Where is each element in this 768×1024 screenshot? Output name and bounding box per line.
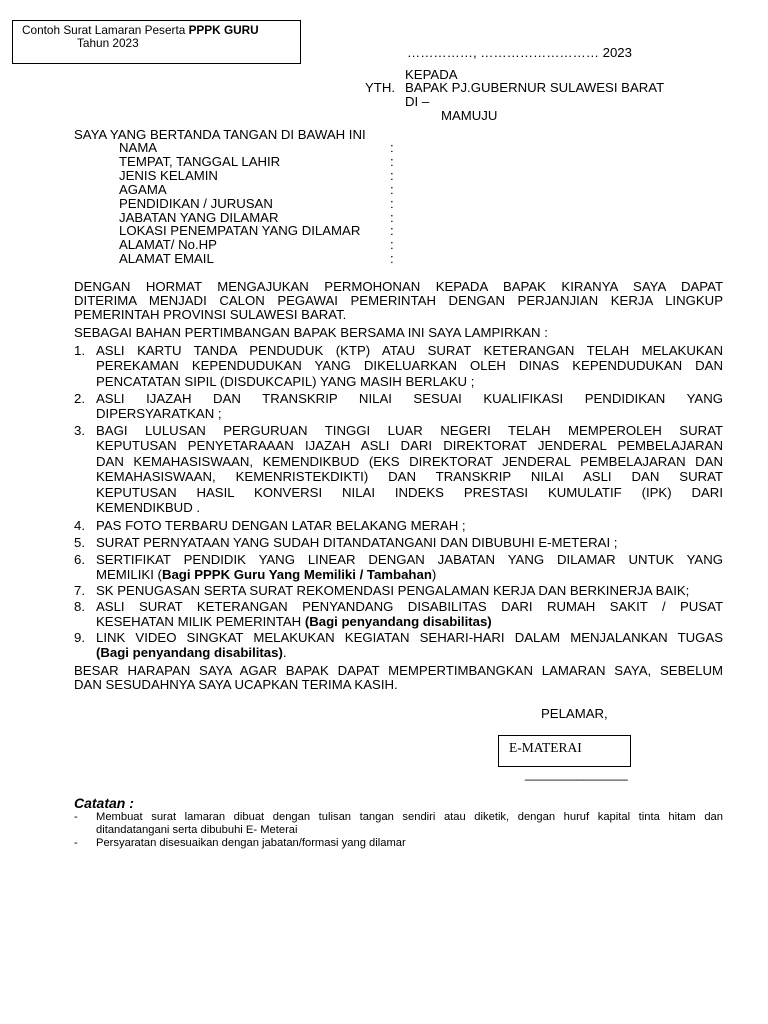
list-item-line: SK PENUGASAN SERTA SURAT REKOMENDASI PENGALAMAN KERJA DAN BERKINERJA BAIK; bbox=[96, 583, 690, 598]
list-item-text-suffix: ) bbox=[431, 567, 437, 583]
list-item-line: DIPERSYARATKAN ; bbox=[96, 406, 222, 422]
recipient-di: DI – bbox=[405, 94, 430, 109]
form-field-colon: : bbox=[390, 209, 394, 225]
list-item-line-with-note bbox=[96, 568, 723, 582]
list-item-line: BAGI LULUSAN PERGURUAN TINGGI LUAR NEGERI TELAH MEMPEROLEH SURAT bbox=[96, 423, 723, 438]
header-box bbox=[12, 20, 301, 64]
form-field-colon: : bbox=[390, 195, 394, 211]
e-materai-label: E-MATERAI bbox=[509, 740, 582, 755]
list-item-bold-note: Bagi PPPK Guru Yang Memiliki / Tambahan bbox=[161, 567, 432, 583]
note-1-line-1: Membuat surat lamaran dibuat dengan tulisan tangan sendiri atau diketik, dengan huruf kapital tinta hitam dan bbox=[96, 811, 723, 823]
list-item-line: ASLI IJAZAH DAN TRANSKRIP NILAI SESUAI KUALIFIKASI PENDIDIKAN YANG bbox=[96, 391, 723, 406]
signature-line: ______________ bbox=[525, 766, 628, 781]
list-item-number: 5. bbox=[74, 535, 85, 550]
paragraph-line-2: DITERIMA MENJADI CALON PEGAWAI PEMERINTAH DENGAN PERJANJIAN KERJA LINGKUP bbox=[74, 293, 723, 308]
list-item-bold-note: (Bagi penyandang disabilitas) bbox=[96, 645, 283, 661]
form-field-label: ALAMAT EMAIL bbox=[119, 251, 214, 267]
form-field-label: JENIS KELAMIN bbox=[119, 167, 218, 183]
list-item-number: 8. bbox=[74, 599, 85, 614]
form-field-colon: : bbox=[390, 153, 394, 169]
list-item-line: ASLI SURAT KETERANGAN PENYANDANG DISABILITAS DARI RUMAH SAKIT / PUSAT bbox=[96, 599, 723, 614]
list-item-number: 7. bbox=[74, 583, 85, 598]
list-item-line: KEMAHASISWAAN, KEMENRISTEKDIKTI) DAN TRANSKRIP NILAI ASLI DAN SURAT bbox=[96, 469, 723, 485]
list-item-line: PEREKAMAN KEPENDUDUKAN YANG DIKELUARKAN OLEH DINAS KEPENDUDUKAN DAN bbox=[96, 358, 723, 374]
form-field-label: AGAMA bbox=[119, 181, 167, 197]
recipient-kepada: KEPADA bbox=[405, 67, 458, 82]
note-2-bullet: - bbox=[74, 836, 78, 849]
intro-text: SAYA YANG BERTANDA TANGAN DI BAWAH INI bbox=[74, 127, 366, 142]
form-field-label: ALAMAT/ No.HP bbox=[119, 237, 217, 253]
form-field-colon: : bbox=[390, 140, 394, 155]
closing-line-2: DAN SESUDAHNYA SAYA UCAPKAN TERIMA KASIH. bbox=[74, 677, 398, 692]
signature-label: PELAMAR, bbox=[541, 706, 608, 721]
list-item-line: DAN KEMAHASISWAAN, KEMENDIKBUD (EKS DIREKTORAT JENDERAL PEMBELAJARAN DAN bbox=[96, 453, 723, 469]
list-item-line: PAS FOTO TERBARU DENGAN LATAR BELAKANG MERAH ; bbox=[96, 518, 466, 533]
list-item-line-with-note bbox=[96, 646, 723, 660]
closing-line-1: BESAR HARAPAN SAYA AGAR BAPAK DAPAT MEMPERTIMBANGKAN LAMARAN SAYA, SEBELUM bbox=[74, 663, 723, 678]
list-item-line: PENCATATAN SIPIL (DISDUKCAPIL) YANG MASIH BERLAKU ; bbox=[96, 373, 475, 389]
list-item-line: SURAT PERNYATAAN YANG SUDAH DITANDATANGANI DAN DIBUBUHI E-METERAI ; bbox=[96, 535, 618, 550]
header-title: Contoh Surat Lamaran Peserta PPPK GURU bbox=[22, 23, 259, 37]
e-materai-box bbox=[498, 735, 631, 767]
date-line: ……………, ……………………… 2023 bbox=[407, 45, 632, 60]
list-item-line: SERTIFIKAT PENDIDIK YANG LINEAR DENGAN JABATAN YANG DILAMAR UNTUK YANG bbox=[96, 552, 723, 567]
form-field-colon: : bbox=[390, 251, 394, 267]
form-field-colon: : bbox=[390, 167, 394, 183]
attachments-intro: SEBAGAI BAHAN PERTIMBANGAN BAPAK BERSAMA INI SAYA LAMPIRKAN : bbox=[74, 325, 548, 340]
list-item-number: 6. bbox=[74, 552, 85, 567]
notes-title: Catatan : bbox=[74, 795, 134, 811]
note-1-line-2: ditandatangani serta dibubuhi E- Meterai bbox=[96, 823, 298, 836]
form-field-label: JABATAN YANG DILAMAR bbox=[119, 209, 279, 225]
list-item-number: 4. bbox=[74, 518, 85, 533]
list-item-bold-note: (Bagi penyandang disabilitas) bbox=[304, 614, 492, 630]
list-item-line-with-note bbox=[96, 615, 723, 629]
header-year: Tahun 2023 bbox=[77, 36, 139, 50]
list-item-number: 3. bbox=[74, 423, 85, 438]
form-field-colon: : bbox=[390, 181, 394, 197]
list-item-number: 1. bbox=[74, 343, 85, 358]
list-item-line: KEMENDIKBUD . bbox=[96, 500, 201, 515]
list-item-text: KESEHATAN MILIK PEMERINTAH bbox=[96, 614, 305, 630]
list-item-line: KEPUTUSAN HASIL KONVERSI NILAI INDEKS PRESTASI KUMULATIF (IPK) DARI bbox=[96, 484, 723, 500]
list-item-line: KEPUTUSAN PENYETARAAAN IJAZAH ASLI DARI DIREKTORAT JENDERAL PEMBELAJARAN bbox=[96, 438, 723, 454]
recipient-yth: YTH. bbox=[365, 80, 396, 95]
note-2-line-1: Persyaratan disesuaikan dengan jabatan/formasi yang dilamar bbox=[96, 836, 406, 849]
list-item-text: MEMILIKI ( bbox=[96, 567, 162, 583]
recipient-name: BAPAK PJ.GUBERNUR SULAWESI BARAT bbox=[405, 80, 665, 95]
list-item-number: 2. bbox=[74, 391, 85, 406]
paragraph-line-1: DENGAN HORMAT MENGAJUKAN PERMOHONAN KEPADA BAPAK KIRANYA SAYA DAPAT bbox=[74, 279, 723, 294]
form-field-label: PENDIDIKAN / JURUSAN bbox=[119, 195, 273, 211]
list-item-line: LINK VIDEO SINGKAT MELAKUKAN KEGIATAN SEHARI-HARI DALAM MENJALANKAN TUGAS bbox=[96, 630, 723, 645]
form-field-label: LOKASI PENEMPATAN YANG DILAMAR bbox=[119, 223, 361, 239]
form-field-label: NAMA bbox=[119, 140, 158, 155]
list-item-number: 9. bbox=[74, 630, 85, 645]
list-item-text-suffix: . bbox=[282, 645, 287, 661]
paragraph-line-3: PEMERINTAH PROVINSI SULAWESI BARAT. bbox=[74, 307, 347, 322]
list-item-line: ASLI KARTU TANDA PENDUDUK (KTP) ATAU SURAT KETERANGAN TELAH MELAKUKAN bbox=[96, 343, 723, 358]
form-field-label: TEMPAT, TANGGAL LAHIR bbox=[119, 153, 281, 169]
form-field-colon: : bbox=[390, 223, 394, 239]
note-1-bullet: - bbox=[74, 811, 78, 823]
recipient-city: MAMUJU bbox=[441, 108, 498, 123]
form-field-colon: : bbox=[390, 237, 394, 253]
